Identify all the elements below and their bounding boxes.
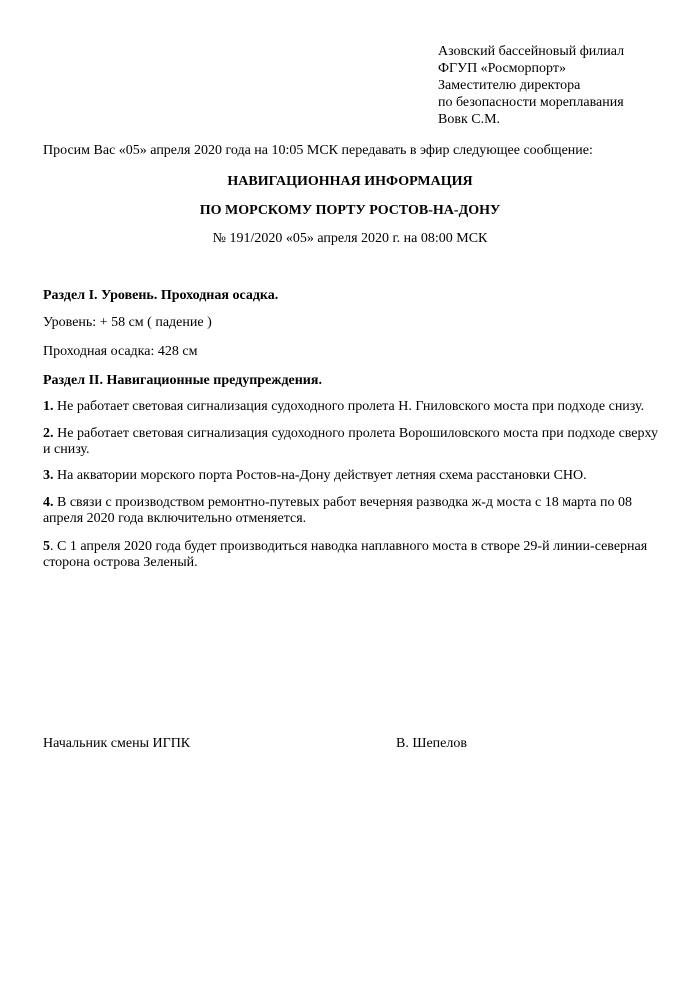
signatory-name: В. Шепелов <box>396 736 467 751</box>
section2-heading: Раздел II. Навигационные предупреждения. <box>43 373 322 388</box>
addressee-line: Заместителю директора <box>438 78 581 93</box>
warning-item <box>43 495 643 527</box>
warning-number: 5 <box>43 539 50 554</box>
addressee-line: ФГУП «Росморпорт» <box>438 61 566 76</box>
warning-number: 2. <box>43 426 54 441</box>
warning-text: Не работает световая сигнализация судоходного пролета Н. Гниловского моста при подходе снизу. <box>53 399 645 414</box>
warning-number: 3. <box>43 468 54 483</box>
warning-item <box>43 399 658 415</box>
request-text: Просим Вас «05» апреля 2020 года на 10:05 МСК передавать в эфир следующее сообщение: <box>43 143 593 158</box>
addressee-line: Азовский бассейновый филиал <box>438 44 625 59</box>
section1-heading: Раздел I. Уровень. Проходная осадка. <box>43 288 279 303</box>
warning-item <box>43 468 658 484</box>
warning-text: Не работает световая сигнализация судоходного пролета Ворошиловского моста при подходе сверху и снизу. <box>43 426 658 457</box>
addressee-block <box>438 44 688 129</box>
warning-number: 1. <box>43 399 54 414</box>
warning-item <box>43 539 658 571</box>
addressee-line: по безопасности мореплавания <box>438 95 624 110</box>
document-title: НАВИГАЦИОННАЯ ИНФОРМАЦИЯ <box>227 174 473 189</box>
passage-draft: Проходная осадка: 428 см <box>43 344 198 359</box>
warning-text: На акватории морского порта Ростов-на-Дону действует летняя схема расстановки СНО. <box>53 468 587 483</box>
document-number-date: № 191/2020 «05» апреля 2020 г. на 08:00 МСК <box>212 231 488 246</box>
warning-item <box>43 426 658 458</box>
signatory-role: Начальник смены ИГПК <box>43 736 191 751</box>
warning-number: 4. <box>43 495 54 510</box>
addressee-line: Вовк С.М. <box>438 112 501 127</box>
warning-text: В связи с производством ремонтно-путевых работ вечерняя разводка ж-д моста с 18 марта по 08 апреля 2020 года включительно отменяется. <box>43 495 632 526</box>
warning-text: . С 1 апреля 2020 года будет производиться наводка наплавного моста в створе 29-й линии-северная сторона острова Зеленый. <box>43 539 648 570</box>
document-title-port: ПО МОРСКОМУ ПОРТУ РОСТОВ-НА-ДОНУ <box>199 203 501 218</box>
water-level: Уровень: + 58 см ( падение ) <box>43 315 212 330</box>
